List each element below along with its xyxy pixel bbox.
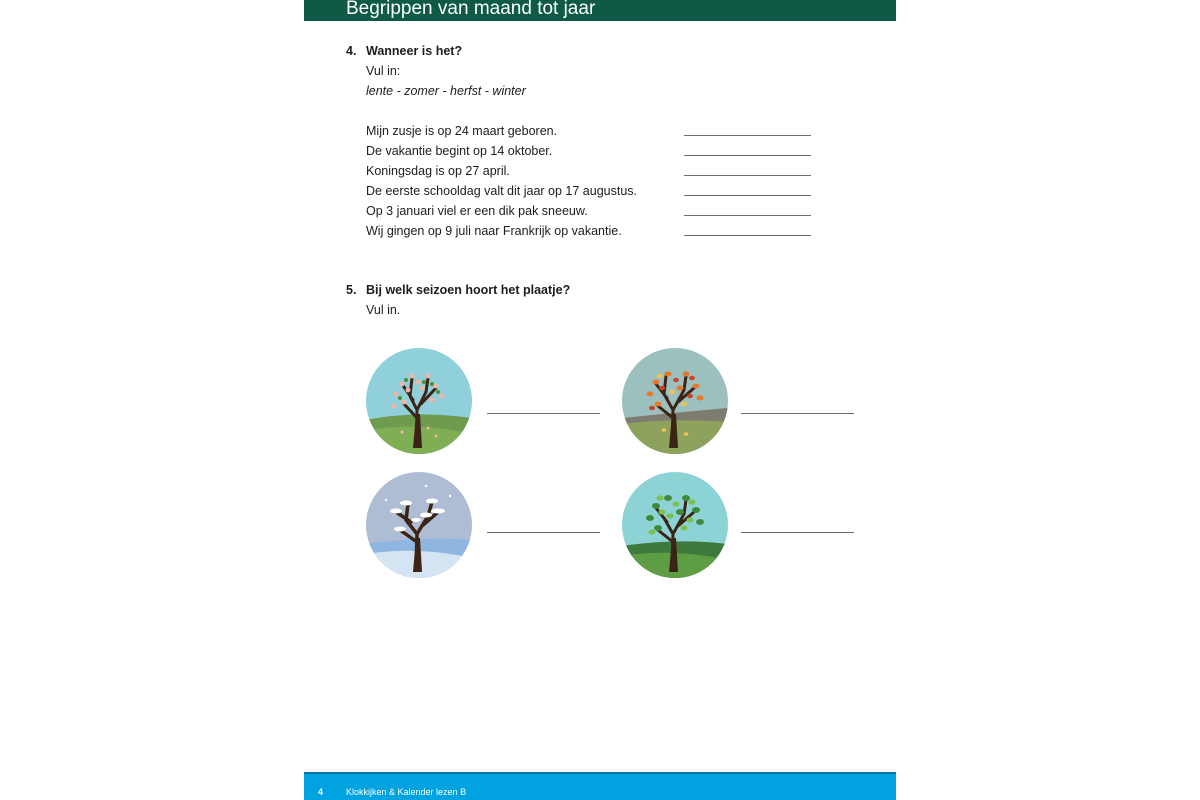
answer-line-2[interactable] [684,155,811,156]
answer-line-5[interactable] [684,215,811,216]
worksheet-page [304,0,896,800]
spring-tree-icon [366,348,472,454]
question-4-instruction: Vul in: [366,64,401,78]
sentence-5: Op 3 januari viel er een dik pak sneeuw. [366,204,588,218]
book-title: Klokkijken & Kalender lezen B [346,787,467,797]
answer-line-spring[interactable] [487,413,600,414]
answer-line-summer[interactable] [741,532,854,533]
question-4-number: 4. [346,44,357,58]
page-number: 4 [318,787,324,797]
sentence-1: Mijn zusje is op 24 maart geboren. [366,124,558,138]
summer-tree-icon [622,472,728,578]
answer-line-1[interactable] [684,135,811,136]
question-5-title: Bij welk seizoen hoort het plaatje? [366,283,571,297]
answer-line-3[interactable] [684,175,811,176]
answer-line-winter[interactable] [487,532,600,533]
page-header [304,0,896,21]
page-title: Begrippen van maand tot jaar [346,0,596,19]
sentence-4: De eerste schooldag valt dit jaar op 17 augustus. [366,184,638,198]
answer-line-4[interactable] [684,195,811,196]
page-footer [304,772,896,800]
answer-line-6[interactable] [684,235,811,236]
footer-divider [304,772,896,774]
autumn-tree-icon [622,348,728,454]
sentence-3: Koningsdag is op 27 april. [366,164,510,178]
sentence-2: De vakantie begint op 14 oktober. [366,144,553,158]
question-4-options: lente - zomer - herfst - winter [366,84,526,98]
question-5-instruction: Vul in. [366,303,401,317]
question-5-number: 5. [346,283,357,297]
question-4-title: Wanneer is het? [366,44,463,58]
winter-tree-icon [366,472,472,578]
answer-line-autumn[interactable] [741,413,854,414]
sentence-6: Wij gingen op 9 juli naar Frankrijk op vakantie. [366,224,622,238]
